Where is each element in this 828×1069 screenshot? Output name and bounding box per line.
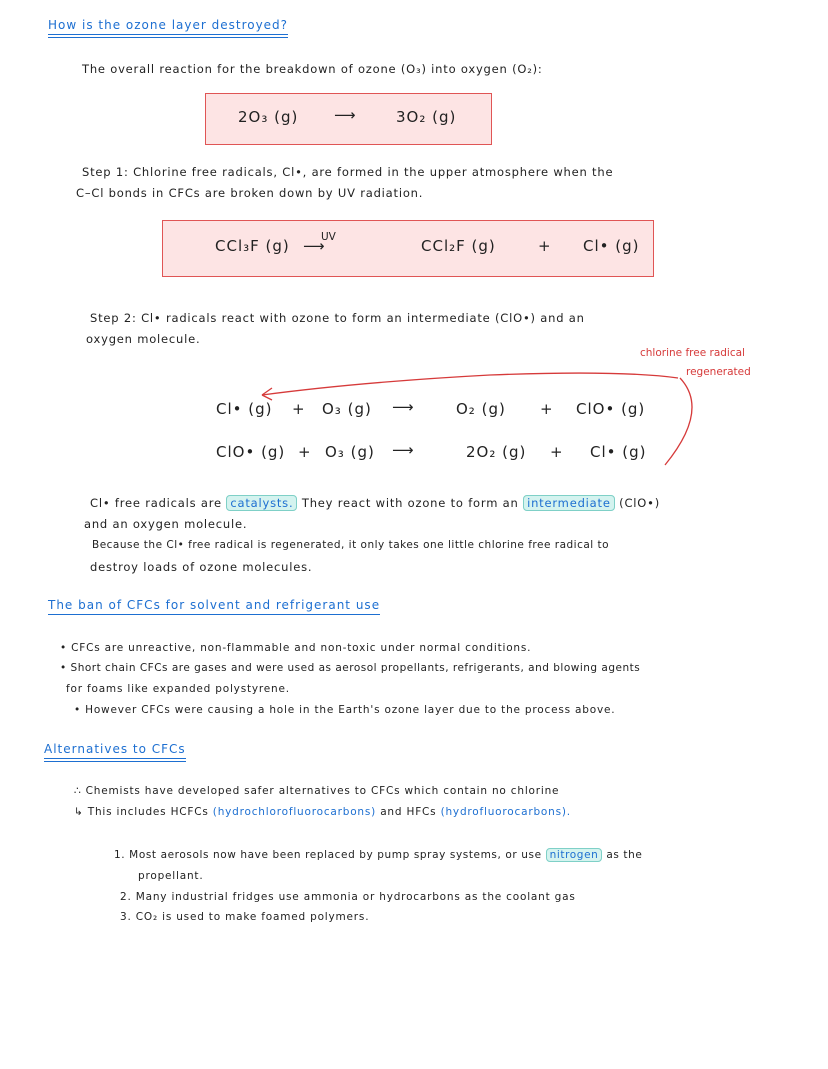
catalyst-text-b: They react with ozone to form an xyxy=(301,496,519,510)
highlight-intermediate: intermediate xyxy=(523,495,615,511)
annotation-line1: chlorine free radical xyxy=(640,347,745,359)
arrow-icon: ⟶ xyxy=(334,106,357,124)
ban-bullet1: • CFCs are unreactive, non-flammable and non-toxic under normal conditions. xyxy=(60,642,532,654)
step1-product2: Cl• (g) xyxy=(583,237,640,255)
equation-product: 3O₂ (g) xyxy=(396,108,457,126)
overall-equation-box xyxy=(205,93,492,145)
step1-plus: + xyxy=(538,237,552,255)
step1-equation-box xyxy=(162,220,654,277)
alt-item1-text: 1. Most aerosols now have been replaced by pump spray systems, or use xyxy=(114,849,542,861)
catalyst-text-c: (ClO•) xyxy=(619,496,661,510)
eq1-plus2: + xyxy=(540,400,554,418)
alt-line1: ∴ Chemists have developed safer alternatives to CFCs which contain no chlorine xyxy=(74,785,560,797)
step1-product1: CCl₂F (g) xyxy=(421,237,496,255)
alt-item1-text-b: as the xyxy=(606,849,643,861)
alt-item1 xyxy=(114,849,642,861)
highlight-catalysts: catalysts. xyxy=(226,495,297,511)
hcfc-fullname: (hydrochlorofluorocarbons) xyxy=(212,806,377,818)
eq2-plus1: + xyxy=(298,443,312,461)
catalyst-line4: destroy loads of ozone molecules. xyxy=(90,560,313,574)
alt-line2-hfc: and HFCs xyxy=(380,806,437,818)
alt-line2-text: ↳ This includes HCFCs xyxy=(74,806,209,818)
section-heading-ban xyxy=(48,598,380,612)
catalyst-line1 xyxy=(90,496,660,510)
section-heading-alternatives xyxy=(44,742,186,756)
eq1-product2: ClO• (g) xyxy=(576,400,646,418)
catalyst-text-a: Cl• free radicals are xyxy=(90,496,222,510)
eq1-reactant2: O₃ (g) xyxy=(322,400,372,418)
arrow-icon: ⟶ xyxy=(303,237,326,255)
catalyst-line2: and an oxygen molecule. xyxy=(84,517,248,531)
ban-bullet2-cont: for foams like expanded polystyrene. xyxy=(66,683,290,695)
step1-line1: Step 1: Chlorine free radicals, Cl•, are formed in the upper atmosphere when the xyxy=(82,165,614,179)
equation-reactant: 2O₃ (g) xyxy=(238,108,299,126)
alt-item3: 3. CO₂ is used to make foamed polymers. xyxy=(120,911,370,923)
eq1-reactant1: Cl• (g) xyxy=(216,400,273,418)
catalyst-line3: Because the Cl• free radical is regenerated, it only takes one little chlorine free radical to xyxy=(92,539,610,551)
eq2-reactant1: ClO• (g) xyxy=(216,443,286,461)
arrow-icon: ⟶ xyxy=(392,398,415,416)
heading-text: How is the ozone layer destroyed? xyxy=(48,18,289,32)
eq2-product2: Cl• (g) xyxy=(590,443,647,461)
heading-text: The ban of CFCs for solvent and refrigerant use xyxy=(48,598,381,612)
overall-reaction-intro: The overall reaction for the breakdown of ozone (O₃) into oxygen (O₂): xyxy=(82,62,543,76)
eq1-product1: O₂ (g) xyxy=(456,400,506,418)
ban-bullet3: • However CFCs were causing a hole in the Earth's ozone layer due to the process above. xyxy=(74,704,616,716)
annotation-line2: regenerated xyxy=(686,366,751,378)
step1-reactant: CCl₃F (g) xyxy=(215,237,290,255)
eq2-plus2: + xyxy=(550,443,564,461)
uv-label: UV xyxy=(321,231,336,243)
step2-line2: oxygen molecule. xyxy=(86,332,201,346)
alt-line2 xyxy=(74,806,571,818)
eq2-product1: 2O₂ (g) xyxy=(466,443,527,461)
eq1-plus1: + xyxy=(292,400,306,418)
ban-bullet2: • Short chain CFCs are gases and were used as aerosol propellants, refrigerants, and blowing agents xyxy=(60,662,641,674)
section-heading-ozone-destroyed xyxy=(48,18,288,32)
step2-line1: Step 2: Cl• radicals react with ozone to form an intermediate (ClO•) and an xyxy=(90,311,585,325)
eq2-reactant2: O₃ (g) xyxy=(325,443,375,461)
heading-text: Alternatives to CFCs xyxy=(44,742,186,756)
alt-item2: 2. Many industrial fridges use ammonia or hydrocarbons as the coolant gas xyxy=(120,891,576,903)
highlight-nitrogen: nitrogen xyxy=(546,848,603,862)
step1-line2: C–Cl bonds in CFCs are broken down by UV radiation. xyxy=(76,186,424,200)
arrow-icon: ⟶ xyxy=(392,441,415,459)
hfc-fullname: (hydrofluorocarbons). xyxy=(440,806,571,818)
alt-item1-cont: propellant. xyxy=(138,870,204,882)
